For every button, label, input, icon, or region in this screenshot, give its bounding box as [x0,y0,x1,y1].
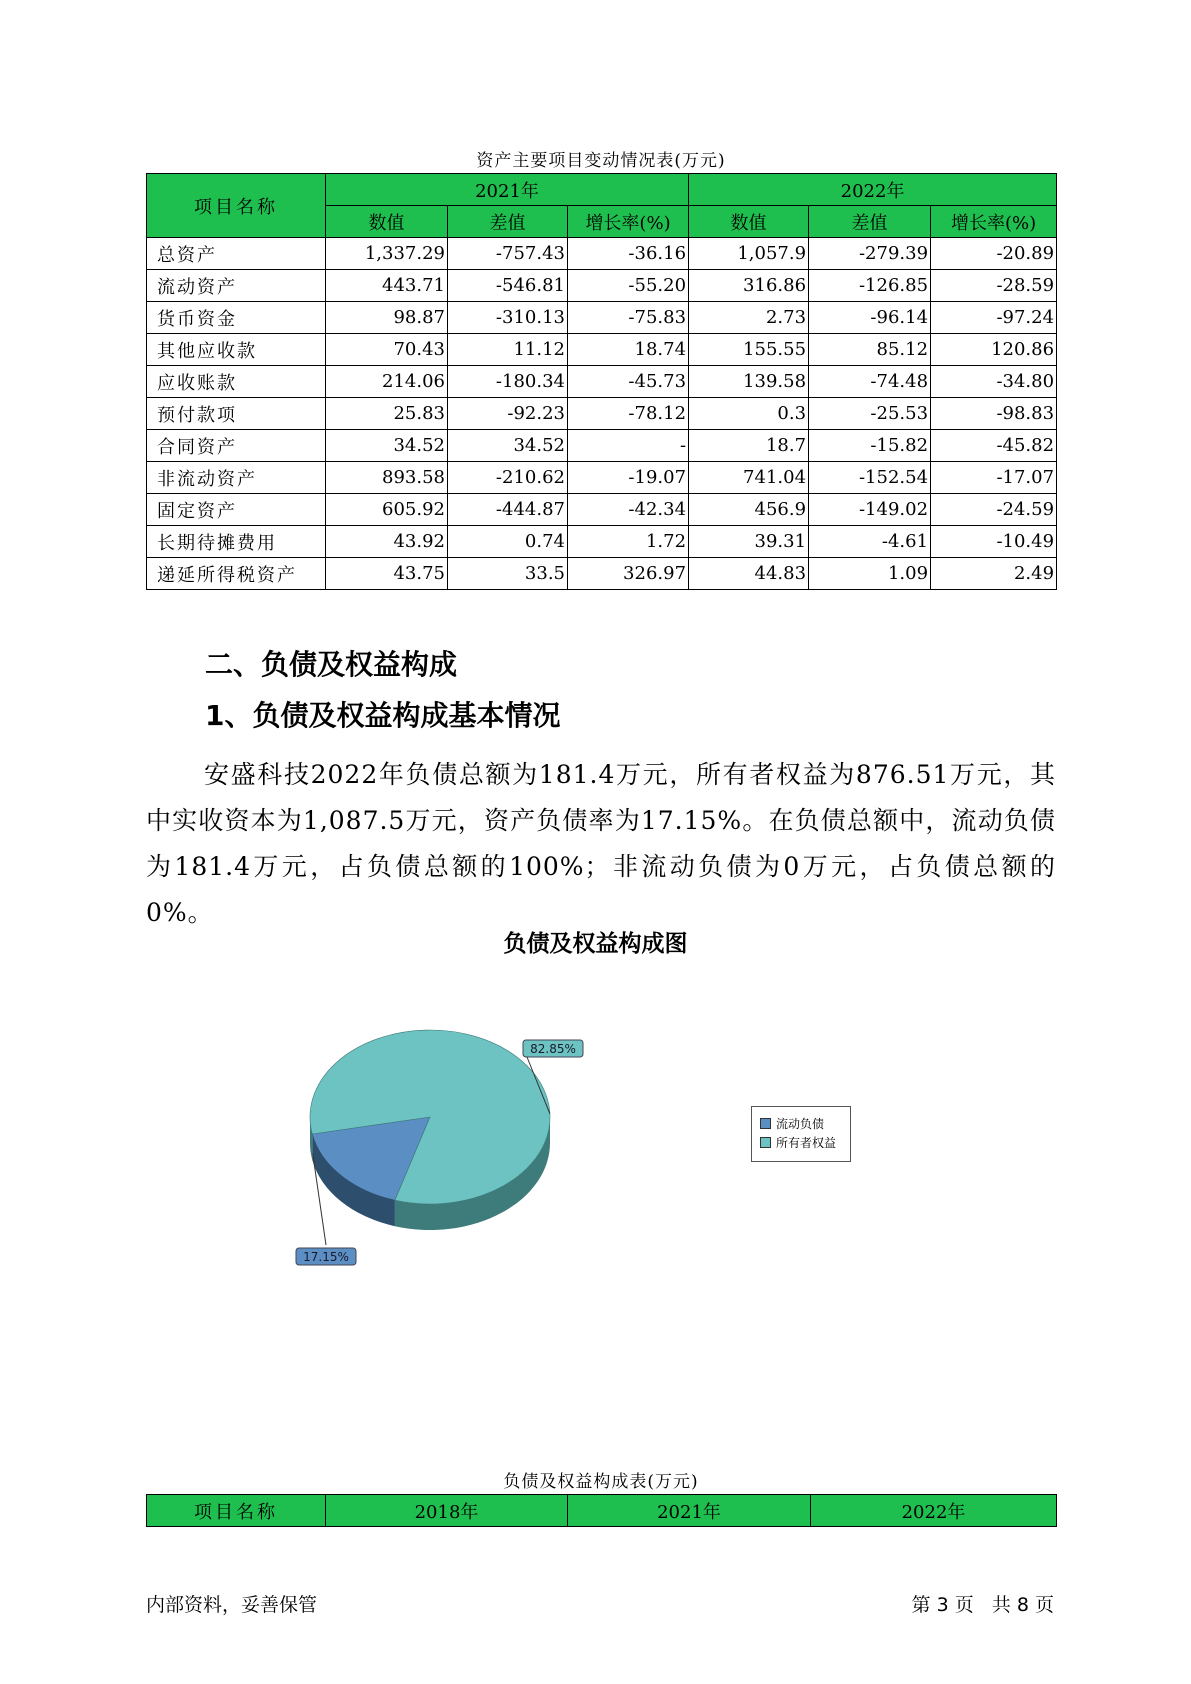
legend-label-owner-equity: 所有者权益 [776,1136,837,1150]
table-cell: 316.86 [689,270,809,302]
table-cell: 605.92 [326,494,448,526]
table-cell: -180.34 [448,366,568,398]
table-cell: -152.54 [809,462,931,494]
row-label: 流动资产 [147,270,326,302]
footer-confidential: 内部资料，妥善保管 [146,1594,318,1616]
sub-header-3: 数值 [689,206,809,238]
table-cell: 155.55 [689,334,809,366]
liability-header-2022: 2022年 [811,1495,1057,1527]
table-cell: 11.12 [448,334,568,366]
table-cell: -15.82 [809,430,931,462]
legend-swatch-owner-equity [760,1137,771,1148]
table-cell: 1.72 [568,526,689,558]
table-cell: 70.43 [326,334,448,366]
header-year-2021: 2021年 [326,174,689,206]
header-year-2022: 2022年 [689,174,1057,206]
table-cell: 18.74 [568,334,689,366]
table-cell: 2.73 [689,302,809,334]
pie-data-label-1: 82.85% [530,1042,576,1056]
table-cell: -98.83 [931,398,1057,430]
table-cell: 2.49 [931,558,1057,590]
table-cell: -4.61 [809,526,931,558]
table-cell: -310.13 [448,302,568,334]
table-cell: 0.74 [448,526,568,558]
chart-title: 负债及权益构成图 [503,931,688,957]
table-cell: 18.7 [689,430,809,462]
table-cell: 326.97 [568,558,689,590]
header-item-name: 项目名称 [147,174,326,238]
table-cell: -42.34 [568,494,689,526]
table-cell: 120.86 [931,334,1057,366]
footer-page-number: 第 3 页 共 8 页 [911,1594,1054,1616]
pie-data-label-0: 17.15% [303,1250,349,1264]
table-cell: -96.14 [809,302,931,334]
sub-heading: 1、负债及权益构成基本情况 [205,699,561,732]
table-cell: -45.73 [568,366,689,398]
table-cell: 98.87 [326,302,448,334]
liability-table [146,1494,1057,1527]
row-label: 货币资金 [147,302,326,334]
legend-swatch-current-liabilities [760,1118,771,1129]
table-cell: 0.3 [689,398,809,430]
row-label: 预付款项 [147,398,326,430]
table-cell: -24.59 [931,494,1057,526]
table-cell: -92.23 [448,398,568,430]
table-cell: 44.83 [689,558,809,590]
row-label: 合同资产 [147,430,326,462]
table-cell: 456.9 [689,494,809,526]
table-cell: 34.52 [326,430,448,462]
row-label: 非流动资产 [147,462,326,494]
table-cell: 1,337.29 [326,238,448,270]
table-cell: -757.43 [448,238,568,270]
liability-header-item-name: 项目名称 [147,1495,326,1527]
table-cell: -210.62 [448,462,568,494]
table-cell: -36.16 [568,238,689,270]
table-cell: -97.24 [931,302,1057,334]
table-cell: 1.09 [809,558,931,590]
table-cell: -25.53 [809,398,931,430]
row-label: 递延所得税资产 [147,558,326,590]
row-label: 应收账款 [147,366,326,398]
table-cell: 43.75 [326,558,448,590]
asset-table-caption: 资产主要项目变动情况表(万元) [476,151,726,171]
table-cell: -28.59 [931,270,1057,302]
table-cell: -279.39 [809,238,931,270]
table-cell: - [568,430,689,462]
sub-header-2: 增长率(%) [568,206,689,238]
table-cell: 39.31 [689,526,809,558]
row-label: 长期待摊费用 [147,526,326,558]
table-cell: -20.89 [931,238,1057,270]
table-cell: -444.87 [448,494,568,526]
summary-paragraph: 安盛科技2022年负债总额为181.4万元，所有者权益为876.51万元，其中实收资本为1,087.5万元，资产负债率为17.15%。在负债总额中，流动负债为181.4万元，占负债总额的100%；非流动负债为0万元，占负债总额的0%。 [146,760,1056,927]
table-cell: 25.83 [326,398,448,430]
table-cell: -34.80 [931,366,1057,398]
section-heading: 二、负债及权益构成 [205,648,458,681]
table-cell: -17.07 [931,462,1057,494]
sub-header-1: 差值 [448,206,568,238]
table-cell: -149.02 [809,494,931,526]
table-cell: 43.92 [326,526,448,558]
table-cell: 34.52 [448,430,568,462]
table-cell: -546.81 [448,270,568,302]
row-label: 固定资产 [147,494,326,526]
table-cell: 893.58 [326,462,448,494]
table-cell: 1,057.9 [689,238,809,270]
table-cell: -45.82 [931,430,1057,462]
table-cell: -74.48 [809,366,931,398]
liability-header-2018: 2018年 [326,1495,568,1527]
table-cell: -55.20 [568,270,689,302]
row-label: 其他应收款 [147,334,326,366]
table-cell: 85.12 [809,334,931,366]
table-cell: -78.12 [568,398,689,430]
row-label: 总资产 [147,238,326,270]
table-cell: -126.85 [809,270,931,302]
table-cell: -10.49 [931,526,1057,558]
table-cell: -75.83 [568,302,689,334]
table-cell: 741.04 [689,462,809,494]
liability-table-caption: 负债及权益构成表(万元) [503,1472,699,1492]
legend-item-current-liabilities [760,1114,850,1133]
table-cell: 139.58 [689,366,809,398]
sub-header-0: 数值 [326,206,448,238]
sub-header-4: 差值 [809,206,931,238]
legend-label-current-liabilities: 流动负债 [776,1117,825,1131]
table-cell: 443.71 [326,270,448,302]
table-cell: 33.5 [448,558,568,590]
legend-item-owner-equity [760,1133,850,1152]
chart-legend [751,1106,851,1162]
sub-header-5: 增长率(%) [931,206,1057,238]
liability-header-2021: 2021年 [568,1495,811,1527]
table-cell: -19.07 [568,462,689,494]
table-cell: 214.06 [326,366,448,398]
